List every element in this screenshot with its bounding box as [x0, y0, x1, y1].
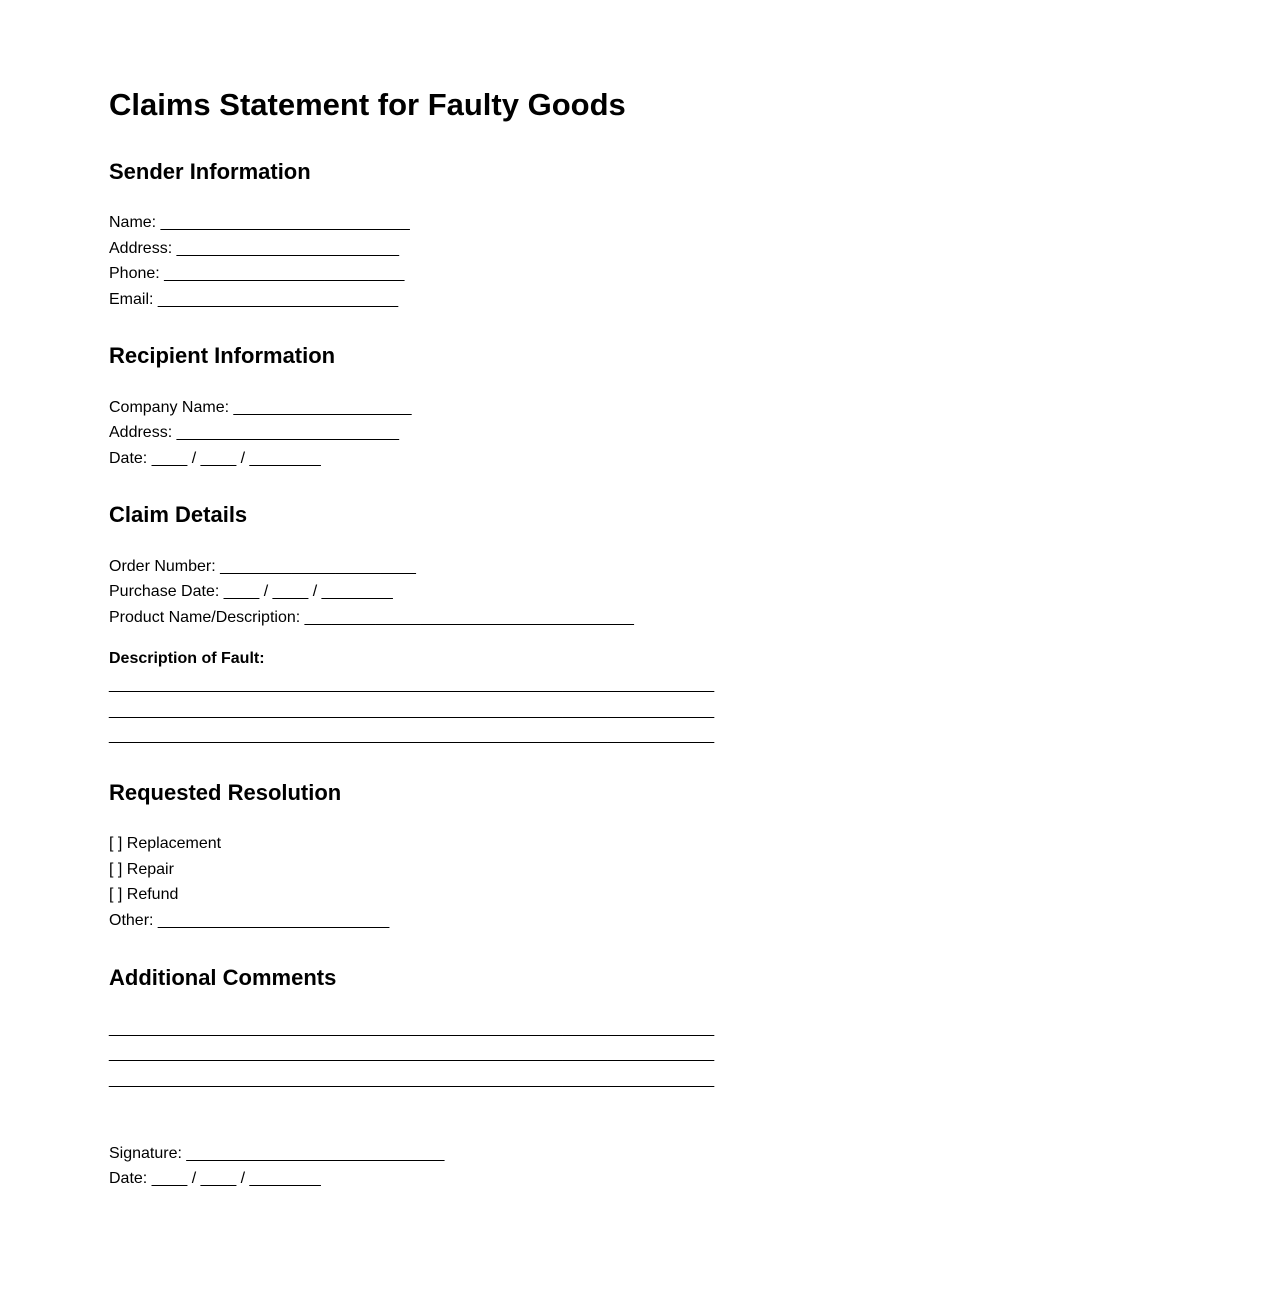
sender-phone-field: Phone: ___________________________: [109, 265, 405, 282]
comment-line: ____________________________________________________________________: [109, 1071, 715, 1088]
signature-field: Signature: _____________________________: [109, 1145, 445, 1162]
recipient-date-field: Date: ____ / ____ / ________: [109, 450, 321, 467]
fault-line: ____________________________________________________________________: [109, 676, 715, 693]
claim-heading: Claim Details: [109, 502, 248, 527]
signature-date-field: Date: ____ / ____ / ________: [109, 1170, 321, 1187]
option-repair: [ ] Repair: [109, 861, 174, 878]
comments-heading: Additional Comments: [109, 965, 337, 990]
sender-name-field: Name: ____________________________: [109, 214, 410, 231]
sender-heading: Sender Information: [109, 159, 311, 184]
option-refund: [ ] Refund: [109, 886, 179, 903]
document-title: Claims Statement for Faulty Goods: [109, 87, 626, 122]
option-other-field: Other: __________________________: [109, 912, 390, 929]
fault-line: ____________________________________________________________________: [109, 702, 715, 719]
purchase-date-field: Purchase Date: ____ / ____ / ________: [109, 583, 393, 600]
comment-line: ____________________________________________________________________: [109, 1045, 715, 1062]
comment-line: ____________________________________________________________________: [109, 1020, 715, 1037]
order-number-field: Order Number: ______________________: [109, 558, 416, 575]
fault-label: Description of Fault:: [109, 650, 265, 667]
product-description-field: Product Name/Description: _____________________________________: [109, 609, 634, 626]
recipient-company-field: Company Name: ____________________: [109, 399, 412, 416]
recipient-address-field: Address: _________________________: [109, 424, 400, 441]
sender-address-field: Address: _________________________: [109, 240, 400, 257]
sender-email-field: Email: ___________________________: [109, 291, 399, 308]
fault-line: ____________________________________________________________________: [109, 727, 715, 744]
option-replacement: [ ] Replacement: [109, 835, 222, 852]
resolution-heading: Requested Resolution: [109, 780, 342, 805]
recipient-heading: Recipient Information: [109, 343, 336, 368]
